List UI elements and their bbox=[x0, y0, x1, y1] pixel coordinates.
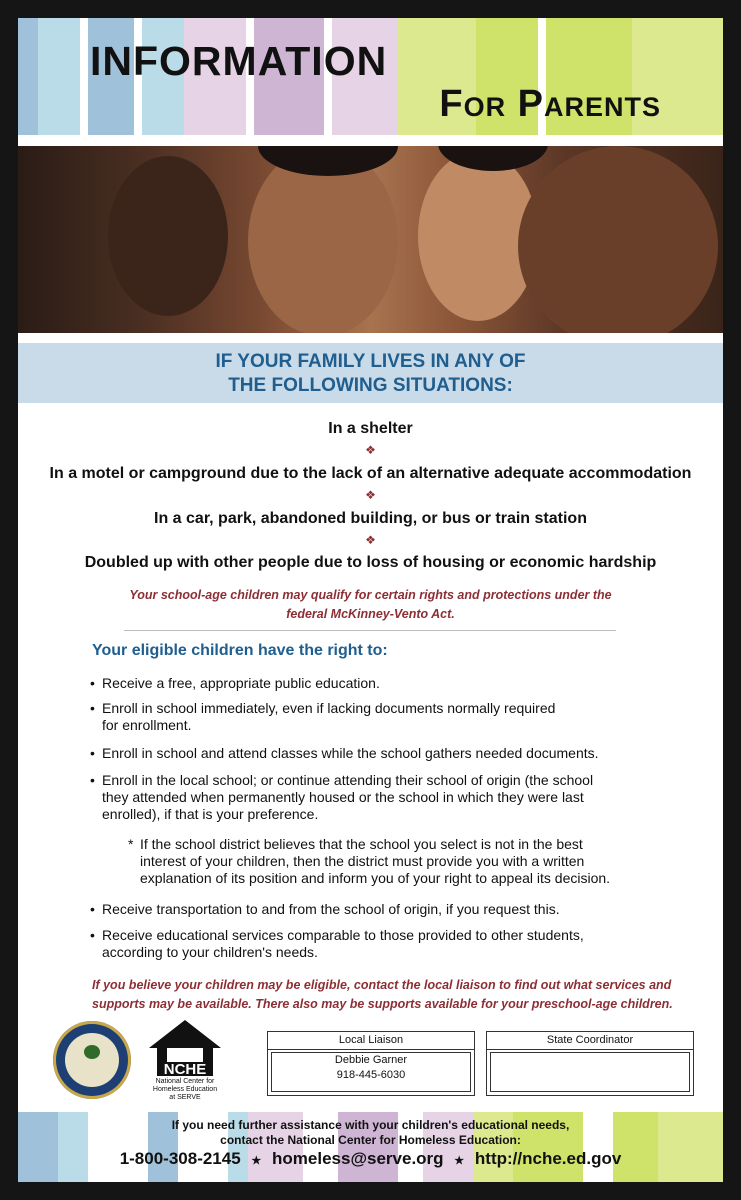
situations-heading-band bbox=[18, 343, 723, 403]
nche-logo bbox=[145, 1018, 225, 1108]
footer-contact-line bbox=[18, 1149, 723, 1169]
bullet-dot: • bbox=[90, 745, 95, 761]
situations-heading-line1: IF YOUR FAMILY LIVES IN ANY OF bbox=[215, 351, 526, 372]
nche-phone: 1-800-308-2145 bbox=[119, 1149, 241, 1168]
title-for-parents: For Parents bbox=[439, 83, 661, 125]
rights-list-item: • Receive a free, appropriate public education. bbox=[90, 675, 380, 691]
rights-list-item: • Receive educational services comparable to those provided to other students, according to your children's needs. bbox=[90, 927, 584, 960]
local-liaison-box bbox=[267, 1031, 475, 1096]
situation-item: In a car, park, abandoned building, or bus or train station bbox=[154, 510, 587, 527]
nche-logo-text: NCHE bbox=[163, 1061, 207, 1078]
situation-item: In a shelter bbox=[328, 420, 413, 437]
closing-note: If you believe your children may be eligible, contact the local liaison to find out what services and supports may be available. There also may be supports available for your preschool-age children. bbox=[92, 978, 673, 1011]
rights-footnote: * If the school district believes that the school you select is not in the best interest of your children, then the district must provide you with a written explanation of its position and inform you of your right to appeal its decision. bbox=[128, 836, 611, 886]
rights-list-item: • Enroll in school immediately, even if lacking documents normally required for enrollment. bbox=[90, 700, 556, 733]
section-divider bbox=[124, 630, 616, 631]
bullet-dot: • bbox=[90, 927, 95, 943]
flyer-poster bbox=[18, 18, 723, 1182]
department-of-education-seal-icon bbox=[53, 1021, 131, 1099]
rights-list-item: • Receive transportation to and from the school of origin, if you request this. bbox=[90, 901, 560, 917]
qualify-line2: federal McKinney-Vento Act. bbox=[286, 607, 455, 621]
seal-tree-icon bbox=[84, 1045, 100, 1059]
nche-email-link[interactable]: homeless@serve.org bbox=[272, 1149, 444, 1168]
header bbox=[18, 18, 723, 140]
rights-heading: Your eligible children have the right to: bbox=[92, 642, 388, 659]
situations-heading-line2: THE FOLLOWING SITUATIONS: bbox=[228, 375, 513, 396]
children-photo bbox=[18, 146, 723, 333]
header-stripe bbox=[38, 18, 80, 135]
footer-line1: If you need further assistance with your children's educational needs, bbox=[171, 1118, 570, 1132]
nche-website-link[interactable]: http://nche.ed.gov bbox=[474, 1149, 622, 1168]
footer-line2: contact the National Center for Homeless Education: bbox=[220, 1133, 521, 1147]
nche-house-icon bbox=[145, 1018, 225, 1078]
state-coordinator-title: State Coordinator bbox=[487, 1032, 693, 1050]
local-liaison-details bbox=[271, 1052, 471, 1092]
header-stripe bbox=[80, 18, 88, 135]
state-coordinator-details bbox=[490, 1052, 690, 1092]
separator-diamond: ❖ bbox=[365, 488, 376, 502]
bullet-dot: • bbox=[90, 700, 95, 716]
local-liaison-title: Local Liaison bbox=[268, 1032, 474, 1050]
rights-list-item: • Enroll in school and attend classes while the school gathers needed documents. bbox=[90, 745, 599, 761]
liaison-name: Debbie Garner bbox=[334, 1054, 408, 1066]
child-face-4 bbox=[518, 146, 718, 333]
footer-separator: ★ bbox=[251, 1155, 262, 1167]
separator-diamond: ❖ bbox=[365, 533, 376, 547]
header-stripe bbox=[18, 18, 38, 135]
liaison-phone: 918-445-6030 bbox=[336, 1069, 406, 1081]
situation-item: Doubled up with other people due to loss of housing or economic hardship bbox=[84, 554, 657, 571]
separator-diamond: ❖ bbox=[365, 443, 376, 457]
bullet-dot: • bbox=[90, 901, 95, 917]
situation-item: In a motel or campground due to the lack of an alternative adequate accommodation bbox=[49, 465, 692, 482]
footer-separator: ★ bbox=[454, 1155, 465, 1167]
title-information: INFORMATION bbox=[90, 38, 388, 84]
state-coordinator-box bbox=[486, 1031, 694, 1096]
nche-caption: National Center for Homeless Education at SERVE bbox=[152, 1078, 218, 1101]
bullet-dot: • bbox=[90, 772, 95, 788]
child-face-1 bbox=[108, 156, 228, 316]
bullet-dot: • bbox=[90, 675, 95, 691]
qualify-line1: Your school-age children may qualify for certain rights and protections under the bbox=[129, 588, 612, 602]
rights-list-item: • Enroll in the local school; or continue attending their school of origin (the school they attended when permanently housed or the school in which they were last enrolled), if that is your preference. bbox=[90, 772, 594, 822]
footnote-asterisk: * bbox=[128, 836, 134, 852]
